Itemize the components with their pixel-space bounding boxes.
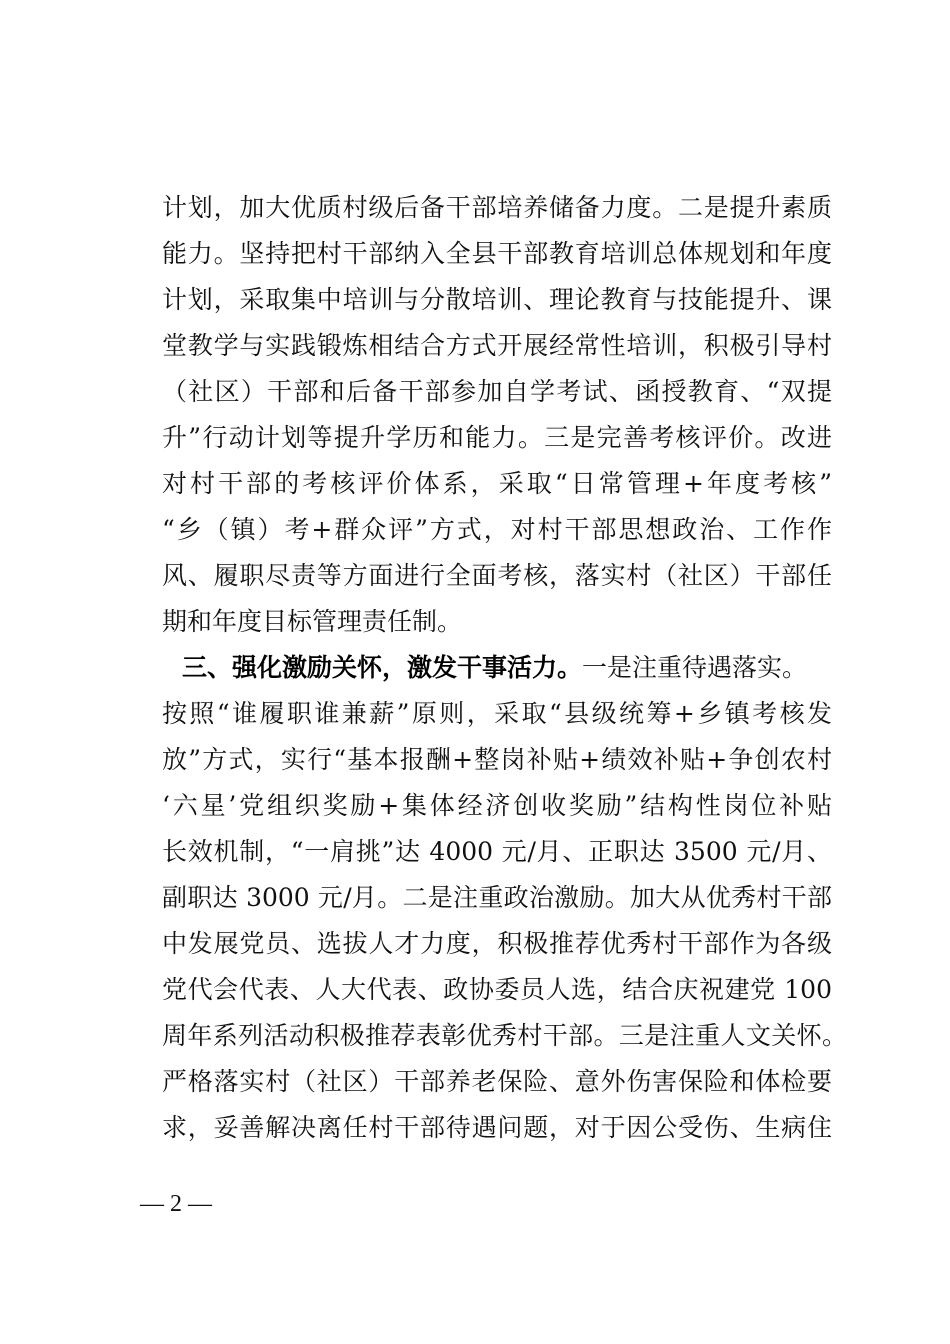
- section-heading: 三、强化激励关怀，激发干事活力。: [182, 653, 583, 682]
- paragraph-line: 周年系列活动积极推荐表彰优秀村干部。三是注重人文关怀。: [162, 1021, 847, 1050]
- paragraph-line: ‘六星’党组织奖励+集体经济创收奖励”结构性岗位补贴: [162, 791, 832, 820]
- paragraph-line: 计划，采取集中培训与分散培训、理论教育与技能提升、课: [162, 285, 832, 314]
- paragraph-line: 党代会代表、人大代表、政协委员人选，结合庆祝建党 100: [162, 975, 832, 1004]
- paragraph-line: 放”方式，实行“基本报酬+整岗补贴+绩效补贴+争创农村: [162, 745, 832, 774]
- paragraph-line: 长效机制，“一肩挑”达 4000 元/月、正职达 3500 元/月、: [162, 837, 832, 866]
- paragraph-line: 风、履职尽责等方面进行全面考核，落实村（社区）干部任: [162, 561, 832, 590]
- paragraph-line: 能力。坚持把村干部纳入全县干部教育培训总体规划和年度: [162, 239, 832, 268]
- paragraph-line: 按照“谁履职谁兼薪”原则，采取“县级统筹+乡镇考核发: [162, 699, 832, 728]
- paragraph-last-line: 期和年度目标管理责任制。: [162, 607, 463, 636]
- paragraph-line: 副职达 3000 元/月。二是注重政治激励。加大从优秀村干部: [162, 883, 832, 912]
- paragraph-line: 堂教学与实践锻炼相结合方式开展经常性培训，积极引导村: [162, 331, 832, 360]
- paragraph-line: 中发展党员、选拔人才力度，积极推荐优秀村干部作为各级: [162, 929, 832, 958]
- paragraph-line: 严格落实村（社区）干部养老保险、意外伤害保险和体检要: [162, 1067, 832, 1096]
- paragraph-line: “乡（镇）考+群众评”方式，对村干部思想政治、工作作: [162, 515, 832, 544]
- paragraph-line: 对村干部的考核评价体系，采取“日常管理+年度考核”: [162, 469, 832, 498]
- paragraph-line: （社区）干部和后备干部参加自学考试、函授教育、“双提: [162, 377, 832, 406]
- paragraph-line: 升”行动计划等提升学历和能力。三是完善考核评价。改进: [162, 423, 832, 452]
- section-heading-line: [182, 648, 832, 688]
- paragraph-line: 求，妥善解决离任村干部待遇问题，对于因公受伤、生病住: [162, 1113, 832, 1142]
- page-number: — 2 —: [140, 1191, 212, 1217]
- section-lead: 一是注重待遇落实。: [582, 653, 808, 682]
- paragraph-line: 计划，加大优质村级后备干部培养储备力度。二是提升素质: [162, 193, 832, 222]
